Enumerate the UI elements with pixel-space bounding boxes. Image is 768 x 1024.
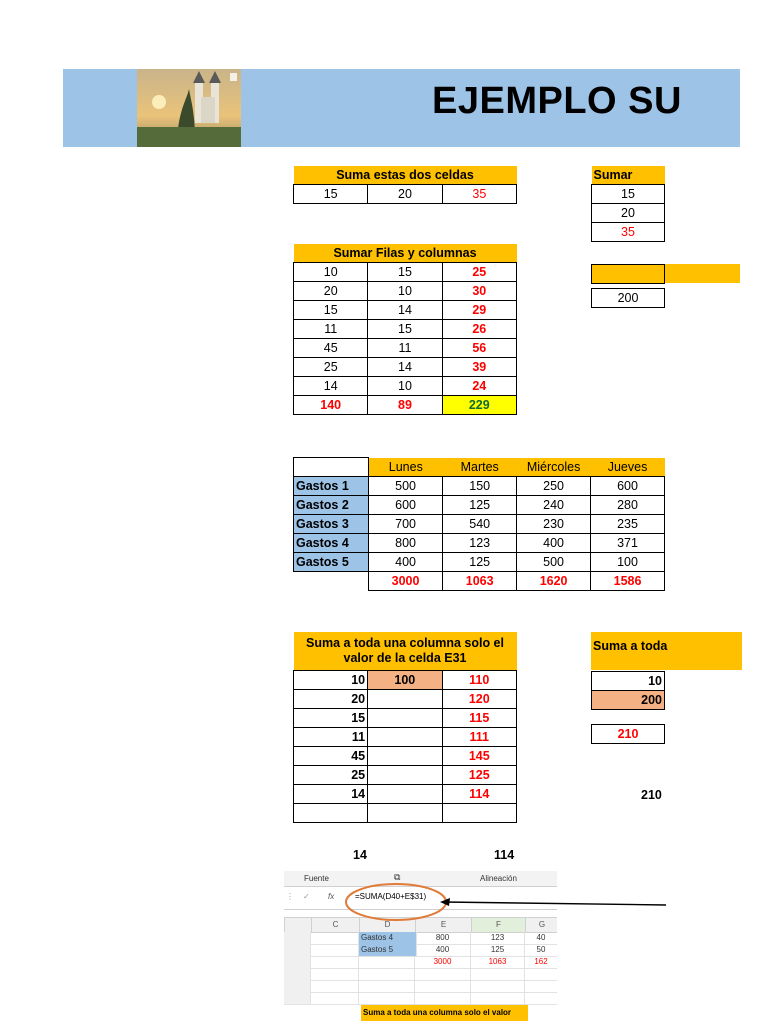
cell-absolute[interactable] xyxy=(368,747,442,766)
sheet-cell[interactable]: 800 xyxy=(415,932,471,945)
totals-row xyxy=(294,396,517,415)
table-row xyxy=(294,320,517,339)
total-cell[interactable]: 89 xyxy=(368,396,442,415)
row-label: Gastos 1 xyxy=(294,477,369,496)
sheet-cell xyxy=(284,992,311,1005)
cell[interactable]: 15 xyxy=(592,185,665,204)
column-sum-table xyxy=(293,632,517,823)
table-row xyxy=(294,804,517,823)
table-row xyxy=(294,358,517,377)
total-cell[interactable]: 229 xyxy=(442,396,516,415)
sheet-cell[interactable]: 125 xyxy=(471,944,525,957)
sheet-cell[interactable]: 162 xyxy=(525,956,557,969)
cell[interactable]: 250 xyxy=(517,477,591,496)
cell-sum[interactable]: 35 xyxy=(592,223,665,242)
table-row xyxy=(294,671,517,690)
cell[interactable]: 230 xyxy=(517,515,591,534)
formula-input[interactable]: =SUMA(D40+E$31) xyxy=(355,892,427,901)
table-row xyxy=(294,515,665,534)
cell[interactable]: 14 xyxy=(368,301,442,320)
cell-sum[interactable]: 35 xyxy=(442,185,516,204)
cell-sum[interactable]: 125 xyxy=(442,766,516,785)
sheet-cell[interactable]: 123 xyxy=(471,932,525,945)
table-row xyxy=(294,728,517,747)
cell[interactable]: 11 xyxy=(368,339,442,358)
right-total-table xyxy=(591,264,665,308)
table-row xyxy=(294,496,665,515)
cell-sum[interactable]: 145 xyxy=(442,747,516,766)
cell[interactable]: 20 xyxy=(368,185,442,204)
cell[interactable]: 10 xyxy=(294,671,368,690)
total-cell[interactable]: 1620 xyxy=(517,572,591,591)
cell[interactable]: 10 xyxy=(368,377,442,396)
table-row xyxy=(294,709,517,728)
sheet-cell[interactable] xyxy=(525,992,557,1005)
cell[interactable]: 100 xyxy=(591,553,665,572)
cell[interactable]: 500 xyxy=(368,477,442,496)
sheet-cell[interactable] xyxy=(311,992,359,1005)
cell[interactable]: 800 xyxy=(368,534,442,553)
table-title: Suma estas dos celdas xyxy=(294,166,517,185)
cell[interactable]: 10 xyxy=(294,263,368,282)
row-label: Gastos 2 xyxy=(294,496,369,515)
column-header: Miércoles xyxy=(517,458,591,477)
column-header[interactable]: D xyxy=(359,917,416,933)
cell-absolute[interactable] xyxy=(368,728,442,747)
cell-sum[interactable]: 111 xyxy=(442,728,516,747)
cell-sum[interactable]: 29 xyxy=(442,301,516,320)
cell-sum[interactable]: 56 xyxy=(442,339,516,358)
fx-icon[interactable]: fx xyxy=(328,892,335,901)
cell[interactable]: 45 xyxy=(294,339,368,358)
cell-absolute[interactable] xyxy=(368,766,442,785)
corner-cell xyxy=(294,458,369,477)
table-row xyxy=(294,766,517,785)
cell-absolute[interactable] xyxy=(368,804,442,823)
cell[interactable]: 200 xyxy=(592,289,665,308)
table-title: Suma a toda xyxy=(591,632,742,670)
table-row xyxy=(294,282,517,301)
cell[interactable]: 11 xyxy=(294,728,368,747)
cell[interactable]: 10 xyxy=(592,672,665,691)
column-header[interactable]: G xyxy=(525,917,557,933)
row-label: Gastos 3 xyxy=(294,515,369,534)
cell[interactable]: 20 xyxy=(592,204,665,223)
cell[interactable]: 371 xyxy=(591,534,665,553)
row-label: Gastos 4 xyxy=(294,534,369,553)
cell[interactable]: 15 xyxy=(294,185,368,204)
table-row xyxy=(294,553,665,572)
sum-vertical-table xyxy=(591,166,665,242)
row-label: Gastos 5 xyxy=(294,553,369,572)
cell[interactable]: 600 xyxy=(368,496,442,515)
table-title: Sumar xyxy=(592,166,665,185)
cell[interactable]: 700 xyxy=(368,515,442,534)
column-header: Jueves xyxy=(591,458,665,477)
total-cell[interactable]: 3000 xyxy=(368,572,442,591)
ribbon-group-font: Fuente xyxy=(304,874,329,883)
cell[interactable]: 125 xyxy=(443,496,517,515)
total-cell[interactable]: 140 xyxy=(294,396,368,415)
totals-row xyxy=(294,572,665,591)
cell-sum[interactable]: 25 xyxy=(442,263,516,282)
sheet-cell[interactable]: Gastos 4 xyxy=(359,932,417,945)
table-row xyxy=(294,377,517,396)
cell[interactable]: 45 xyxy=(294,747,368,766)
sheet-cell[interactable]: 400 xyxy=(415,944,471,957)
table-row xyxy=(294,785,517,804)
ribbon-group-alignment: Alineación xyxy=(480,874,517,883)
cell[interactable]: 25 xyxy=(294,358,368,377)
cell-sum[interactable]: 26 xyxy=(442,320,516,339)
result-value: 210 xyxy=(641,788,662,802)
cell[interactable]: 150 xyxy=(443,477,517,496)
dialog-launcher-icon[interactable]: ⧉ xyxy=(394,872,401,882)
table-title: Sumar Filas y columnas xyxy=(294,244,517,263)
sum-rows-columns-table xyxy=(293,244,517,415)
cell[interactable]: 235 xyxy=(591,515,665,534)
cell-sum[interactable]: 30 xyxy=(442,282,516,301)
check-icon[interactable]: ✓ xyxy=(303,892,310,901)
cell-sum[interactable] xyxy=(442,804,516,823)
sheet-cell[interactable]: 50 xyxy=(525,944,557,957)
cell-absolute[interactable] xyxy=(368,785,442,804)
column-header: Lunes xyxy=(368,458,442,477)
cell[interactable]: 500 xyxy=(517,553,591,572)
cell[interactable]: 15 xyxy=(294,709,368,728)
sheet-cell[interactable] xyxy=(359,992,415,1005)
total-cell[interactable]: 1063 xyxy=(443,572,517,591)
below-value-left: 14 xyxy=(353,848,367,862)
sheet-cell[interactable]: 3000 xyxy=(415,956,471,969)
cell-sum[interactable]: 39 xyxy=(442,358,516,377)
cell-sum[interactable]: 110 xyxy=(442,671,516,690)
cell[interactable] xyxy=(294,804,368,823)
right-sum-table xyxy=(591,671,665,744)
cell[interactable]: 280 xyxy=(591,496,665,515)
cell[interactable]: 15 xyxy=(294,301,368,320)
column-header[interactable]: C xyxy=(311,917,360,933)
cell[interactable]: 14 xyxy=(294,785,368,804)
table-row xyxy=(294,339,517,358)
cell-absolute[interactable] xyxy=(368,709,442,728)
column-header: Martes xyxy=(443,458,517,477)
below-value-right: 114 xyxy=(494,848,515,862)
table-row xyxy=(294,534,665,553)
cell[interactable]: 20 xyxy=(294,690,368,709)
cell[interactable]: 400 xyxy=(368,553,442,572)
table-row xyxy=(294,477,665,496)
cell[interactable]: 11 xyxy=(294,320,368,339)
cell-sum[interactable]: 114 xyxy=(442,785,516,804)
sheet-cell[interactable]: Gastos 5 xyxy=(359,944,417,957)
page-title: EJEMPLO SU xyxy=(432,80,682,122)
arrow-line xyxy=(444,902,666,905)
empty-cell[interactable] xyxy=(592,265,665,284)
cell-sum[interactable]: 115 xyxy=(442,709,516,728)
sum-two-cells-table xyxy=(293,166,517,204)
annotation-overlay xyxy=(284,868,768,928)
cell-absolute[interactable] xyxy=(368,690,442,709)
footer-banner: Suma a toda una columna solo el valor xyxy=(361,1005,528,1021)
cell[interactable]: 540 xyxy=(443,515,517,534)
table-title: Suma a toda una columna solo el valor de la celda E31 xyxy=(294,632,517,671)
expenses-table xyxy=(293,457,665,591)
cell[interactable]: 14 xyxy=(294,377,368,396)
cell[interactable]: 400 xyxy=(517,534,591,553)
cell[interactable]: 20 xyxy=(294,282,368,301)
sheet-cell[interactable]: 40 xyxy=(525,932,557,945)
table-row xyxy=(294,690,517,709)
cell[interactable]: 123 xyxy=(443,534,517,553)
cell-absolute[interactable]: 100 xyxy=(368,671,442,690)
sheet-cell[interactable] xyxy=(415,992,471,1005)
cell-sum[interactable]: 120 xyxy=(442,690,516,709)
cell[interactable]: 10 xyxy=(368,282,442,301)
highlight-ellipse xyxy=(346,884,446,920)
cell-sum[interactable]: 210 xyxy=(592,725,665,744)
cell[interactable]: 600 xyxy=(591,477,665,496)
sheet-cell[interactable] xyxy=(471,992,525,1005)
sheet-cell[interactable]: 1063 xyxy=(471,956,525,969)
cell[interactable]: 240 xyxy=(517,496,591,515)
cell[interactable]: 25 xyxy=(294,766,368,785)
total-cell[interactable]: 1586 xyxy=(591,572,665,591)
table-row xyxy=(294,263,517,282)
cell-absolute[interactable]: 200 xyxy=(592,691,665,710)
table-row xyxy=(294,301,517,320)
cell[interactable]: 14 xyxy=(368,358,442,377)
column-header[interactable]: F xyxy=(471,917,526,933)
table-row xyxy=(294,747,517,766)
church-photo xyxy=(137,69,241,147)
dots-icon: ⋮ xyxy=(286,892,294,901)
cell-sum[interactable]: 24 xyxy=(442,377,516,396)
column-header[interactable]: E xyxy=(415,917,472,933)
cell[interactable]: 125 xyxy=(443,553,517,572)
cell[interactable]: 15 xyxy=(368,320,442,339)
cell[interactable]: 15 xyxy=(368,263,442,282)
